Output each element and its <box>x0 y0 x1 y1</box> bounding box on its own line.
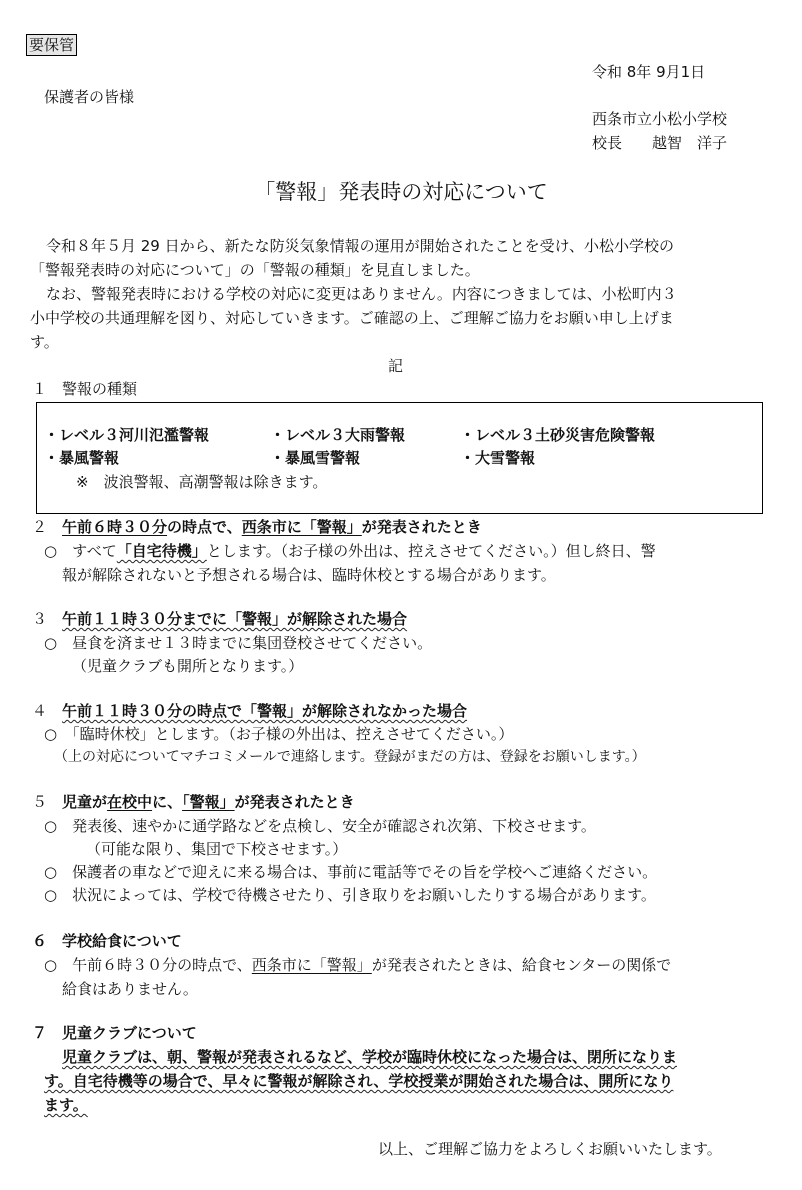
keep-stamp: 要保管 <box>26 34 77 56</box>
intro-p2-line1: なお、警報発表時における学校の対応に変更はありません。内容につきましては、小松町内３ <box>46 285 677 303</box>
s3-heading <box>32 609 407 629</box>
s5-line1: ○ 発表後、速やかに通学路などを点検し、安全が確認され次第、下校させます。 <box>44 817 596 835</box>
s6-line1-c: が発表されたときは、給食センターの関係で <box>371 956 672 974</box>
s2-area: 西条市に「警報」 <box>241 518 362 536</box>
s4-heading <box>32 701 467 721</box>
s6-area: 西条市に「警報」 <box>251 956 372 974</box>
warning-types-box <box>36 402 763 514</box>
s5-line3: ○ 保護者の車などで迎えに来る場合は、事前に電話等でその旨を学校へご連絡ください。 <box>44 863 658 881</box>
s7-line2: す。自宅待機等の場合で、早々に警報が解除され、学校授業が開始された場合は、開所になり <box>44 1072 674 1090</box>
s2-line1-a: ○ すべて <box>44 542 117 560</box>
s6-heading: ６ 学校給食について <box>32 932 182 950</box>
warning-note: ※ 波浪警報、高潮警報は除きます。 <box>76 473 328 491</box>
date: 令和 8年 9月1日 <box>592 63 706 81</box>
s2-number: ２ <box>32 518 48 536</box>
closing-remark: 以上、ご理解ご協力をよろしくお願いいたします。 <box>378 1140 722 1158</box>
s7-line1: 児童クラブは、朝、警報が発表されるなど、学校が臨時休校になった場合は、閉所になりま <box>62 1048 678 1066</box>
s5-line2: （可能な限り、集団で下校させます。） <box>86 840 348 858</box>
warning-item: ・暴風警報 <box>44 449 120 467</box>
s7-heading: ７ 児童クラブについて <box>32 1024 197 1042</box>
s4-heading-text: 午前１１時３０分の時点で「警報」が解除されなかった場合 <box>62 702 468 720</box>
warning-item: ・レベル３大雨警報 <box>270 426 406 444</box>
s6-line2: 給食はありません。 <box>62 980 198 998</box>
s3-number: ３ <box>32 610 48 628</box>
s2-line1 <box>44 541 656 561</box>
s2-time: 午前６時３０分 <box>62 518 168 536</box>
ki-marker: 記 <box>388 357 404 375</box>
s6-line1 <box>44 955 671 975</box>
warning-item: ・暴風雪警報 <box>270 449 361 467</box>
s2-text: の時点で、 <box>167 518 242 536</box>
recipient: 保護者の皆様 <box>44 88 135 106</box>
s2-line2: 報が解除されないと予想される場合は、臨時休校とする場合があります。 <box>62 566 556 584</box>
warning-item: ・大雪警報 <box>460 449 536 467</box>
warning-item: ・レベル３河川氾濫警報 <box>44 426 210 444</box>
s3-line1: ○ 昼食を済ませ１３時までに集団登校させてください。 <box>44 634 433 652</box>
s2-home-standby: 「自宅待機」 <box>116 542 207 560</box>
warning-item: ・レベル３土砂災害危険警報 <box>460 426 656 444</box>
sender-principal: 校長 越智 洋子 <box>592 134 728 152</box>
sender-school: 西条市立小松小学校 <box>592 110 728 128</box>
intro-p2-line3: す。 <box>30 333 59 351</box>
s5-number: ５ <box>32 793 48 811</box>
s5-heading <box>32 792 355 812</box>
s5-warning: 「警報」 <box>182 793 235 811</box>
s2-text-end: が発表されたとき <box>361 518 482 536</box>
s4-line1: ○ 「臨時休校」とします。（お子様の外出は、控えさせてください。） <box>44 725 514 743</box>
s2-heading <box>32 517 482 537</box>
s7-line3: ます。 <box>44 1096 88 1114</box>
s5-at-school: 在校中 <box>107 793 153 811</box>
s4-line2: （上の対応についてマチコミメールで連絡します。登録がまだの方は、登録をお願いします。） <box>54 749 646 765</box>
s6-line1-a: ○ 午前６時３０分の時点で、 <box>44 956 252 974</box>
s5-h-e: が発表されたとき <box>234 793 355 811</box>
s5-h-a: 児童が <box>62 793 108 811</box>
s4-number: ４ <box>32 702 48 720</box>
s3-heading-text: 午前１１時３０分までに「警報」が解除された場合 <box>62 610 408 628</box>
s3-line2: （児童クラブも開所となります。） <box>72 657 304 675</box>
page-title: 「警報」発表時の対応について <box>254 180 548 204</box>
s2-line1-c: とします。（お子様の外出は、控えさせてください。）但し終日、警 <box>206 542 656 560</box>
s5-h-c: に、 <box>152 793 183 811</box>
s5-line4: ○ 状況によっては、学校で待機させたり、引き取りをお願いしたりする場合があります。 <box>44 886 656 904</box>
s1-heading: １ 警報の種類 <box>32 380 138 398</box>
intro-p1-line1: 令和８年５月 29 日から、新たな防災気象情報の運用が開始されたことを受け、小松小学校の <box>46 237 675 255</box>
intro-p2-line2: 小中学校の共通理解を図り、対応していきます。ご確認の上、ご理解ご協力をお願い申し上げま <box>30 309 674 327</box>
intro-p1-line2: 「警報発表時の対応について」の「警報の種類」を見直しました。 <box>30 261 480 279</box>
